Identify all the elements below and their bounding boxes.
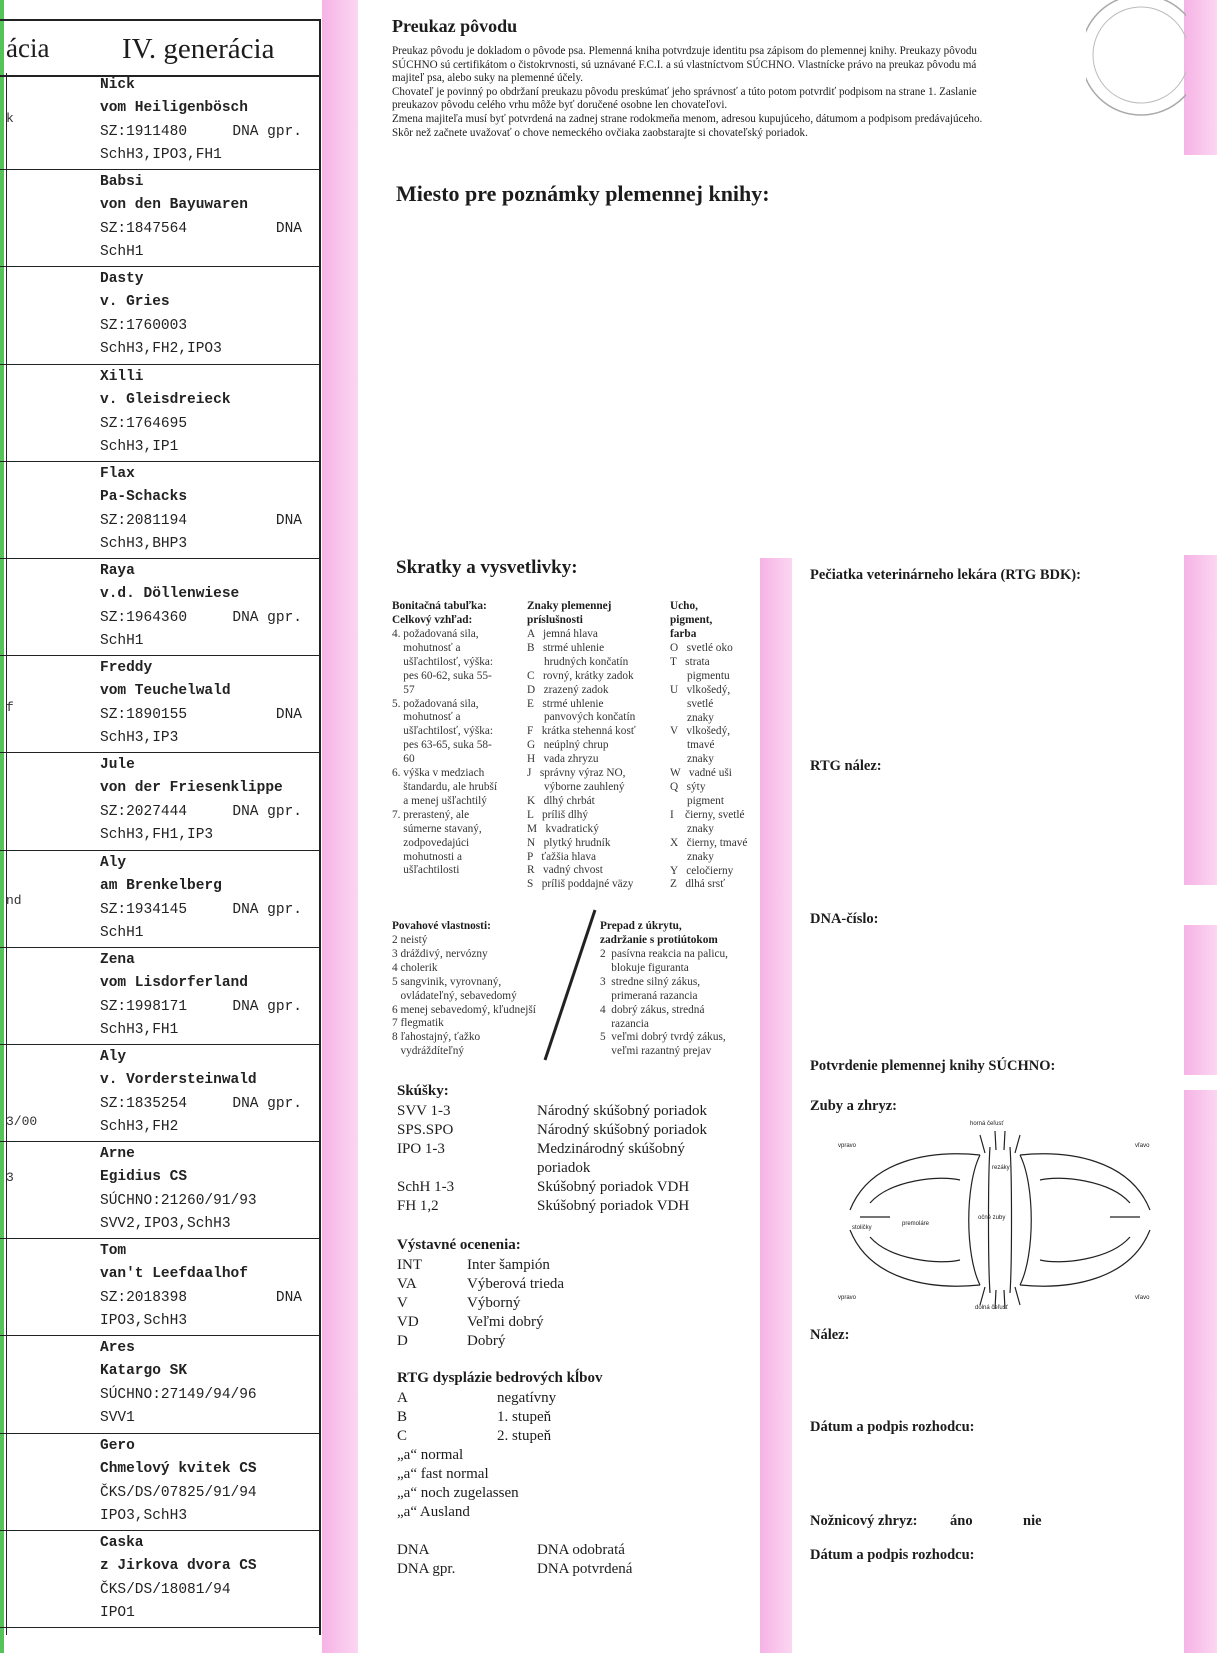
dog-kennel: vom Lisdorferland — [100, 974, 248, 991]
dog-name: Raya — [100, 562, 135, 579]
fragment-4: 3/00 — [6, 1114, 38, 1129]
dog-registration: SZ:1934145 — [100, 901, 188, 918]
dog-dna: DNA — [275, 1290, 302, 1307]
prepad-list: 2 pasívna reakcia na palicu, blokuje figuranta 3 stredne silný zákus, primeraná razancia 4 dobrý zákus, stredná razancia 5 veľmi dobrý tvrdý zákus, veľmi razantný prejav — [600, 948, 728, 1058]
dog-titles: IPO3,SchH3 — [100, 1313, 188, 1330]
dog-kennel: von der Friesenklippe — [100, 780, 283, 797]
dog-kennel: vom Heiligenbösch — [100, 100, 248, 116]
teeth-label: Zuby a zhryz: — [810, 1098, 897, 1114]
date-sign-label-2: Dátum a podpis rozhodcu: — [810, 1547, 975, 1563]
fragment-5: 3 — [6, 1170, 14, 1185]
dental-chart — [830, 1121, 1170, 1315]
dna-number-label: DNA-číslo: — [810, 911, 879, 927]
pedigree-row — [0, 948, 320, 1045]
dog-registration: SZ:1911480 — [100, 124, 188, 140]
item-desc: Výberová trieda — [467, 1276, 565, 1292]
date-sign-label-1: Dátum a podpis rozhodcu: — [810, 1419, 975, 1435]
dog-dna: DNA — [275, 707, 302, 724]
scissor-no: nie — [1023, 1513, 1042, 1529]
dog-registration: SZ:1998171 — [100, 998, 188, 1015]
dog-kennel: vom Teuchelwald — [100, 683, 231, 700]
abbrev-col1-list: 4. požadovaná sila, mohutnosť a ušľachtilosť, výška: pes 60-62, suka 55- 57 5. požadovaná sila, mohutnosť a ušľachtilosť, výška: pes 63-65, suka 58- 60 6. výška v medziach štandardu, ale hrubší a menej ušľachtilý 7. prerastený, ale súmerne stavaný, zodpovedajúci mohutnosti a ušľachtilosti — [392, 628, 498, 877]
item-desc: 2. stupeň — [497, 1428, 552, 1444]
shows-title: Výstavné ocenenia: — [397, 1237, 521, 1253]
dog-registration: ČKS/DS/18081/94 — [100, 1581, 231, 1598]
abbrev-title: Skratky a vysvetlivky: — [396, 557, 578, 578]
pedigree-row — [0, 753, 320, 850]
teeth-incisors-label: rezáky — [992, 1165, 1010, 1171]
item-desc: Skúšobný poriadok VDH — [537, 1179, 690, 1195]
dog-kennel: am Brenkelberg — [100, 877, 222, 894]
abbrev-col2-list: A jemná hlava B strmé uhlenie hrudných končatín C rovný, krátky zadok D zrazený zadok E strmé uhlenie panvových končatín F krátka stehenná kosť G neúplný chrup H vada zhryzu J správny výraz NO, výborne zauhlený K dlhý chrbát L príliš dlhý M kvadratický N plytký hrudník P ťažšia hlava R vadný chvost S príliš poddajné väzy — [527, 628, 636, 891]
dog-titles: SchH3,IP3 — [100, 730, 179, 747]
dog-dna: DNA gpr. — [232, 124, 302, 140]
a-lines-list — [397, 1446, 519, 1522]
dog-dna: DNA gpr. — [232, 1095, 302, 1112]
dog-name: Babsi — [100, 174, 144, 191]
teeth-premolars-label: premoláre — [902, 1221, 930, 1227]
item-desc: Výborný — [467, 1295, 521, 1311]
dog-dna: DNA gpr. — [232, 609, 302, 626]
dog-kennel: von den Bayuwaren — [100, 197, 248, 214]
dog-name: Arne — [100, 1146, 135, 1163]
intro-line: Chovateľ je povinný po obdržaní preukazu pôvodu preskúmať jeho správnosť a túto potom potvrdiť podpisom na strane 1. Zaslanie — [392, 85, 977, 98]
dog-kennel: van't Leefdaalhof — [100, 1266, 248, 1283]
pink-strip-right-1 — [1184, 555, 1217, 885]
dog-dna: DNA — [275, 221, 302, 238]
pedigree-row — [0, 1336, 320, 1433]
dog-titles: SchH3,IP1 — [100, 438, 179, 455]
dog-registration: SÚCHNO:21260/91/93 — [100, 1193, 257, 1210]
dog-titles: SchH3,IPO3,FH1 — [100, 147, 222, 163]
dog-name: Jule — [100, 757, 135, 774]
pedigree-row — [0, 1045, 320, 1142]
dog-kennel: v. Gleisdreieck — [100, 391, 231, 408]
item-desc: negatívny — [497, 1390, 557, 1406]
dog-name: Gero — [100, 1437, 135, 1454]
abbrev-col3-list: O svetlé oko T strata pigmentu U vlkošedý, svetlé znaky V vlkošedý, tmavé znaky W vadné uši Q sýty pigment I čierny, svetlé znaky X čierny, tmavé znaky Y celočierny Z dlhá srsť — [670, 642, 748, 891]
dog-name: Zena — [100, 951, 135, 968]
slash-divider — [540, 905, 600, 1065]
scissor-yes: áno — [950, 1513, 973, 1529]
item-code: SPS.SPO — [397, 1122, 454, 1138]
dog-name: Nick — [100, 77, 135, 93]
scissor-bite-label: Nožnicový zhryz: — [810, 1513, 918, 1529]
item-code: SVV 1-3 — [397, 1103, 451, 1119]
pink-strip-left — [322, 0, 358, 1653]
dog-kennel: Katargo SK — [100, 1363, 188, 1380]
dog-name: Caska — [100, 1534, 144, 1551]
intro-text — [392, 45, 1182, 140]
dog-name: Xilli — [100, 368, 144, 385]
dog-name: Dasty — [100, 271, 144, 288]
dog-titles: SchH1 — [100, 924, 144, 941]
dog-titles: IPO1 — [100, 1604, 135, 1621]
dog-registration: SÚCHNO:27149/94/96 — [100, 1387, 257, 1404]
dog-kennel: v. Gries — [100, 294, 170, 311]
teeth-left-top-label: vpravo — [838, 1143, 857, 1149]
dog-name: Flax — [100, 465, 135, 482]
dog-registration: SZ:1964360 — [100, 609, 188, 626]
pedigree-row — [0, 267, 320, 364]
dog-kennel: Egidius CS — [100, 1169, 188, 1186]
dog-kennel: z Jirkova dvora CS — [100, 1557, 257, 1574]
dog-name: Ares — [100, 1340, 135, 1357]
intro-line: Skôr než začnete uvažovať o chove nemeckého ovčiaka zaobstarajte si chovateľský poriadok. — [392, 126, 808, 139]
dog-titles: SchH1 — [100, 632, 144, 649]
dog-titles: IPO3,SchH3 — [100, 1507, 188, 1524]
abbrev-col1-title: Bonitačná tabuľka: Celkový vzhľad: — [392, 600, 487, 626]
pedigree-row — [0, 1434, 320, 1531]
intro-line: Preukaz pôvodu je dokladom o pôvode psa. Plemenná kniha potvrdzuje identitu psa zápisom do plemennej knihy. Preukazy pôvodu — [392, 45, 977, 57]
pedigree-row — [0, 365, 320, 462]
item-code: C — [397, 1428, 408, 1444]
fragment-1: k — [6, 111, 14, 126]
pedigree-row — [0, 462, 320, 559]
item-code: A — [397, 1390, 408, 1406]
teeth-canines-label: očné zuby — [978, 1215, 1006, 1221]
dog-titles: SchH1 — [100, 244, 144, 261]
intro-line: majiteľ psa, alebo suky na plemenné účely. — [392, 72, 584, 85]
dog-kennel: v.d. Döllenwiese — [100, 585, 240, 602]
dog-registration: SZ:2027444 — [100, 804, 188, 821]
dog-registration: ČKS/DS/07825/91/94 — [100, 1484, 257, 1501]
dog-registration: SZ:2081194 — [100, 512, 188, 529]
notes-title: Miesto pre poznámky plemennej knihy: — [396, 181, 770, 206]
dog-kennel: Chmelový kvitek CS — [100, 1460, 257, 1477]
teeth-right-bottom-label: vľavo — [1135, 1295, 1150, 1301]
item-desc: DNA potvrdená — [537, 1561, 633, 1577]
item-desc: Inter šampión — [467, 1257, 550, 1273]
dog-titles: SchH3,FH1 — [100, 1021, 179, 1038]
item-code: SchH 1-3 — [397, 1179, 455, 1195]
item-desc: Dobrý — [467, 1333, 506, 1349]
item-code: IPO 1-3 — [397, 1141, 445, 1157]
item-desc: Medzinárodný skúšobný — [537, 1141, 685, 1157]
pedigree-rows — [0, 73, 320, 1628]
item-code: DNA gpr. — [397, 1561, 456, 1577]
pedigree-row — [0, 1531, 320, 1628]
pedigree-header — [0, 19, 320, 77]
dog-registration: SZ:1764695 — [100, 415, 188, 432]
item-code: D — [397, 1333, 408, 1349]
temperament-title: Povahové vlastnosti: — [392, 920, 491, 932]
fragment-3: nd — [6, 893, 22, 908]
exams-title: Skúšky: — [397, 1083, 449, 1099]
confirmation-label: Potvrdenie plemennej knihy SÚCHNO: — [810, 1058, 1056, 1074]
dog-titles: SchH3,BHP3 — [100, 535, 188, 552]
vet-stamp-label: Pečiatka veterinárneho lekára (RTG BDK): — [810, 567, 1081, 583]
dog-registration: SZ:2018398 — [100, 1290, 188, 1307]
pink-strip-middle — [760, 558, 792, 1653]
pedigree-row — [0, 73, 320, 170]
intro-line: Zmena majiteľa musí byť potvrdená na zadnej strane rodokmeňa menom, adresou kupujúceho, dátumom a podpisom predávajúceho. — [392, 112, 983, 125]
item-code: VD — [397, 1314, 419, 1330]
dog-titles: SchH3,FH2 — [100, 1118, 179, 1135]
rtg-title: RTG dysplázie bedrových kĺbov — [397, 1370, 603, 1386]
dog-name: Aly — [100, 854, 127, 871]
item-code: INT — [397, 1257, 422, 1273]
dog-kennel: Pa-Schacks — [100, 488, 188, 505]
header-generation-iv: IV. generácia — [122, 33, 275, 65]
fragment-2: f — [6, 700, 14, 715]
dog-titles: SVV1 — [100, 1410, 135, 1427]
item-desc: Veľmi dobrý — [467, 1314, 544, 1330]
dog-registration: SZ:1847564 — [100, 221, 188, 238]
pedigree-row — [0, 656, 320, 753]
dog-registration: SZ:1890155 — [100, 707, 188, 724]
intro-title: Preukaz pôvodu — [392, 16, 518, 36]
dog-name: Freddy — [100, 660, 153, 677]
teeth-molars-label: stoličky — [852, 1225, 872, 1231]
item-desc: 1. stupeň — [497, 1409, 552, 1425]
dog-name: Tom — [100, 1243, 127, 1260]
pedigree-row — [0, 170, 320, 267]
item-code: FH 1,2 — [397, 1198, 439, 1214]
item-desc: poriadok — [537, 1160, 591, 1176]
teeth-right-top-label: vľavo — [1135, 1143, 1150, 1149]
item-code: V — [397, 1295, 408, 1311]
item-code: DNA — [397, 1542, 430, 1558]
item-code: B — [397, 1409, 408, 1425]
dog-dna: DNA gpr. — [232, 804, 302, 821]
teeth-top-label: horná čeľusť — [970, 1121, 1004, 1127]
pedigree-row — [0, 851, 320, 948]
teeth-bottom-label: dolná čeľusť — [975, 1305, 1009, 1311]
dog-dna: DNA gpr. — [232, 998, 302, 1015]
dog-titles: SchH3,FH2,IPO3 — [100, 341, 222, 358]
a-line: „a“ normal — [397, 1447, 464, 1463]
item-desc: Národný skúšobný poriadok — [537, 1122, 707, 1138]
item-code: VA — [397, 1276, 417, 1292]
intro-line: preukazov pôvodu celého vrhu môže byť doručené osobne len chovateľovi. — [392, 99, 728, 112]
pink-strip-right-top — [1184, 0, 1217, 155]
finding-label: Nález: — [810, 1327, 850, 1343]
abbrev-col2-title: Znaky plemennej príslušnosti — [527, 600, 612, 626]
pedigree-row — [0, 559, 320, 656]
dog-titles: SVV2,IPO3,SchH3 — [100, 1216, 231, 1233]
pedigree-row — [0, 1239, 320, 1336]
pink-strip-right-2 — [1184, 925, 1217, 1075]
dog-kennel: v. Vordersteinwald — [100, 1071, 257, 1088]
dog-name: Aly — [100, 1048, 127, 1065]
item-desc: DNA odobratá — [537, 1542, 625, 1558]
dog-dna: DNA gpr. — [232, 901, 302, 918]
dog-titles: SchH3,FH1,IP3 — [100, 827, 214, 844]
header-prev-generation: ácia — [6, 33, 50, 63]
item-desc: Národný skúšobný poriadok — [537, 1103, 707, 1119]
dog-dna: DNA — [275, 512, 302, 529]
teeth-left-bottom-label: vpravo — [838, 1295, 857, 1301]
dog-registration: SZ:1835254 — [100, 1095, 188, 1112]
abbrev-col3-title: Ucho, pigment, farba — [670, 600, 713, 640]
a-line: „a“ noch zugelassen — [397, 1485, 519, 1501]
intro-line: SÚCHNO sú certifikátom o čistokrvnosti, sú uznávané F.C.I. a sú vlastníctvom SÚCHNO. Vlastnícke právo na preukaz pôvodu má — [392, 58, 977, 71]
dog-registration: SZ:1760003 — [100, 318, 188, 335]
pink-strip-right-3 — [1184, 1090, 1217, 1653]
prepad-title: Prepad z úkrytu, zadržanie s protiútokom — [600, 920, 718, 946]
temperament-list: 2 neistý 3 dráždivý, nervózny 4 cholerik 5 sangvinik, vyrovnaný, ovládateľný, sebavedomý 6 menej sebavedomý, kľudnejší 7 flegmatik 8 ľahostajný, ťažko vydráždíteľný — [392, 934, 536, 1058]
a-line: „a“ Ausland — [397, 1504, 470, 1520]
a-line: „a“ fast normal — [397, 1466, 489, 1482]
rtg-finding-label: RTG nález: — [810, 758, 882, 774]
item-desc: Skúšobný poriadok VDH — [537, 1198, 690, 1214]
pedigree-row — [0, 1142, 320, 1239]
